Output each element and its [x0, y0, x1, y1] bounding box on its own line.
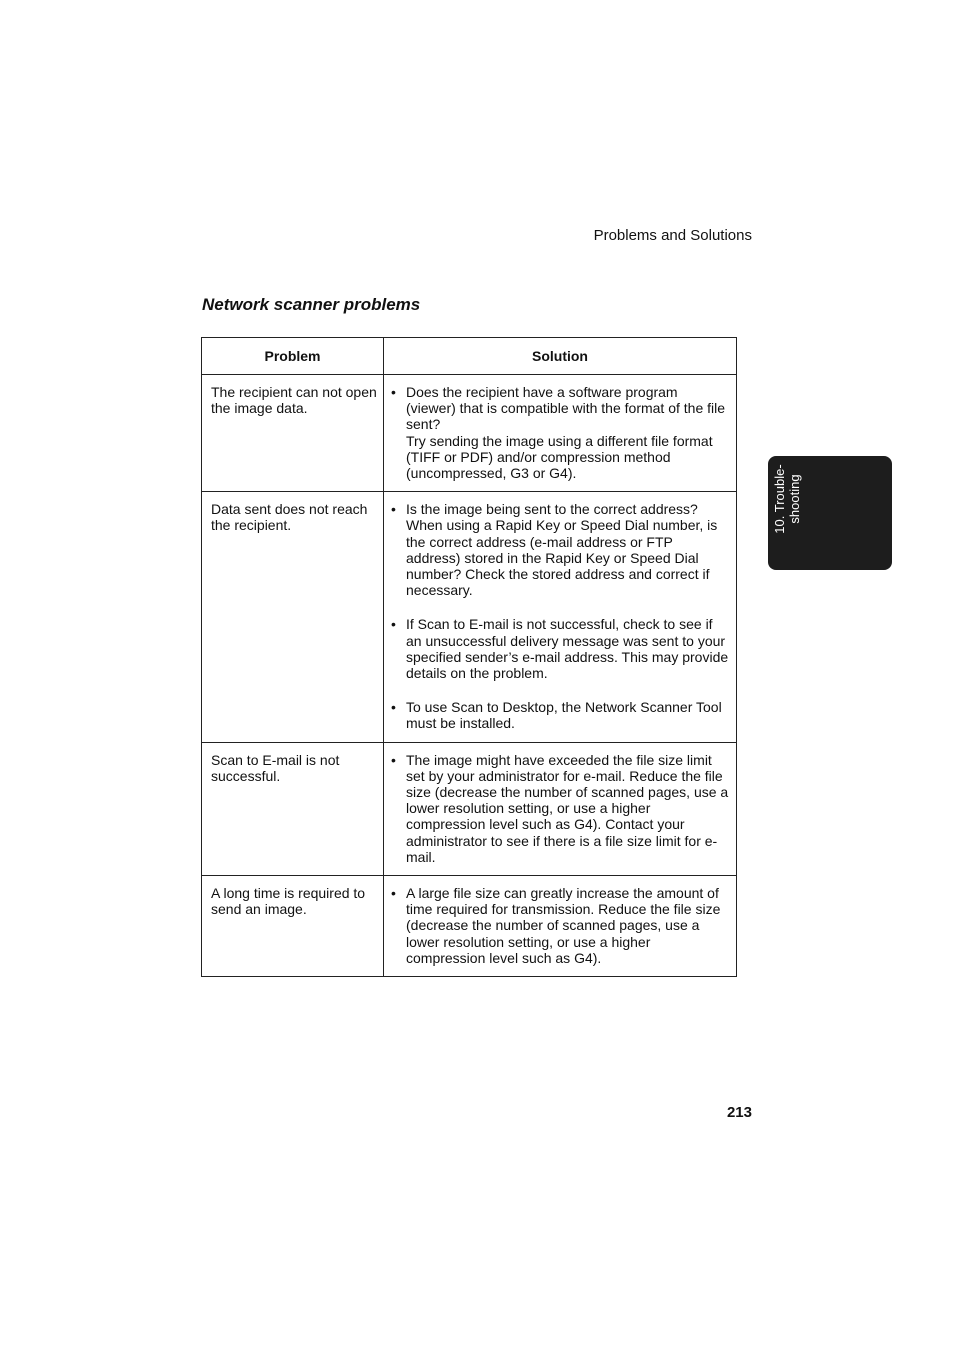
table-row	[202, 876, 737, 977]
solution-item	[391, 501, 730, 598]
solution-item	[391, 384, 730, 481]
solution-item	[391, 616, 730, 681]
table-row	[202, 375, 737, 492]
solution-item	[391, 752, 730, 865]
solution-item	[391, 699, 730, 731]
solution-text: Does the recipient have a software program (viewer) that is compatible with the format of the file sent?	[406, 384, 726, 433]
problem-cell: Scan to E-mail is not successful.	[202, 742, 384, 875]
solution-text: The image might have exceeded the file size limit set by your administrator for e-mail. Reduce the file size (decrease the number of scanned pages, use a lower resolution setting, or use a higher compression level such as G4). Contact your administrator to see if there is a file size limit for e-mail.	[406, 751, 729, 865]
table-row	[202, 492, 737, 742]
solution-list	[391, 885, 730, 966]
solution-list	[391, 501, 730, 731]
solution-text: Try sending the image using a different file format (TIFF or PDF) and/or compression method (uncompressed, G3 or G4).	[406, 432, 713, 482]
solution-text: Is the image being sent to the correct address?	[406, 501, 698, 518]
bullet-icon: •	[391, 885, 396, 902]
problem-cell: Data sent does not reach the recipient.	[202, 492, 384, 742]
solution-cell	[384, 492, 737, 742]
solution-column-header: Solution	[384, 338, 737, 375]
bullet-icon: •	[391, 699, 396, 716]
solution-cell	[384, 876, 737, 977]
section-title: Network scanner problems	[202, 295, 421, 314]
problems-table	[201, 337, 737, 977]
solution-cell	[384, 742, 737, 875]
problem-cell: The recipient can not open the image data.	[202, 375, 384, 492]
solution-text: A large file size can greatly increase the amount of time required for transmission. Reduce the file size (decrease the number of scanned pages, use a lower resolution setting, or use a higher compression level such as G4).	[406, 885, 721, 966]
solution-item	[391, 885, 730, 966]
solution-text: If Scan to E-mail is not successful, check to see if an unsuccessful delivery message was sent to your specified sender’s e-mail address. This may provide details on the problem.	[406, 616, 729, 682]
chapter-tab-label	[772, 442, 806, 556]
solution-list	[391, 752, 730, 865]
bullet-icon: •	[391, 616, 396, 633]
chapter-side-tab	[768, 456, 892, 570]
chapter-tab-line: 10. Trouble-	[772, 464, 787, 534]
solution-text: To use Scan to Desktop, the Network Scanner Tool must be installed.	[406, 699, 722, 732]
solution-text: When using a Rapid Key or Speed Dial number, is the correct address (e-mail address or FTP address) stored in the Rapid Key or Speed Dial number? Check the stored address and correct if necessary.	[406, 517, 718, 599]
problem-cell: A long time is required to send an image.	[202, 876, 384, 977]
table-header-row	[202, 338, 737, 375]
problem-column-header: Problem	[202, 338, 384, 375]
solution-cell	[384, 375, 737, 492]
page-number: 213	[726, 1104, 752, 1121]
solution-list	[391, 384, 730, 481]
chapter-tab-line: shooting	[787, 474, 802, 524]
running-header-title: Problems and Solutions	[593, 227, 752, 244]
table-row	[202, 742, 737, 875]
bullet-icon: •	[391, 384, 396, 400]
bullet-icon: •	[391, 501, 396, 518]
bullet-icon: •	[391, 751, 396, 768]
